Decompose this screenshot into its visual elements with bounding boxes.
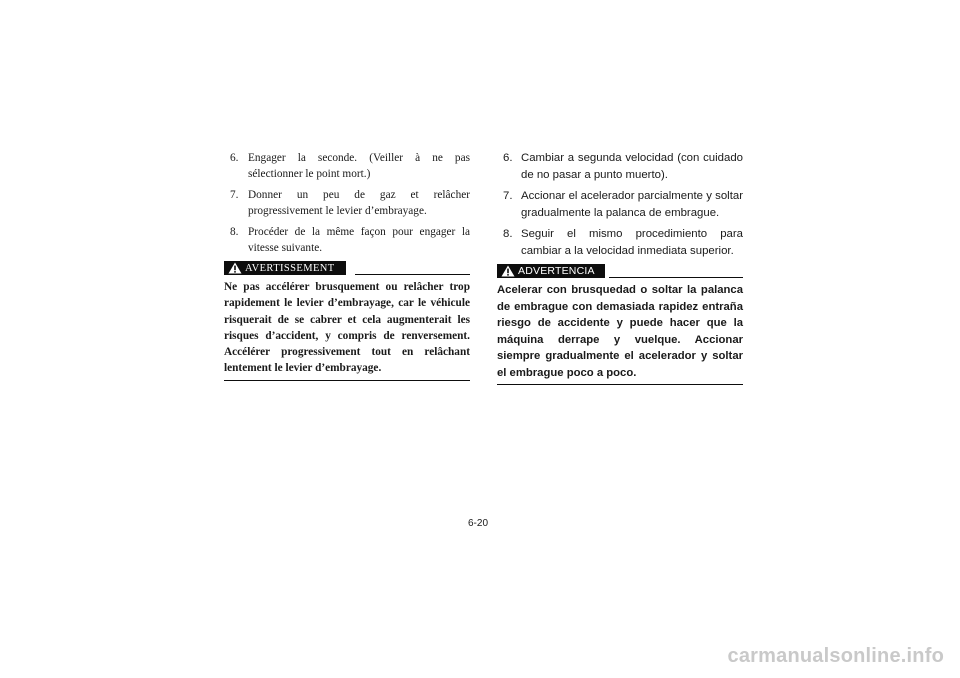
- warning-badge: [224, 261, 346, 275]
- spanish-steps-list: [497, 150, 743, 259]
- watermark: carmanualsonline.info: [727, 645, 944, 667]
- warning-triangle-icon: [228, 262, 242, 274]
- step-number: 8.: [503, 228, 513, 240]
- step-text: Engager la seconde. (Veiller à ne pas sélectionner le point mort.): [248, 152, 470, 180]
- step-text: Donner un peu de gaz et relâcher progressivement le levier d’embrayage.: [248, 189, 470, 217]
- warning-triangle-icon: [501, 265, 515, 277]
- warning-text: Ne pas accélérer brusquement ou relâcher trop rapidement le levier d’embrayage, car le véhicule risquerait de se cabrer et cela augmenterait les risques d’accident, y compris de renversement. Accélérer progressivement tout en relâchant lentement le levier d’embrayage.: [224, 281, 470, 375]
- french-column: [224, 150, 470, 381]
- step-number: 7.: [230, 189, 239, 201]
- list-item: [224, 150, 470, 182]
- list-item: [224, 224, 470, 256]
- warning-text: Acelerar con brusquedad o soltar la palanca de embrague con demasiada rapidez entraña riesgo de accidente y puede hacer que la máquina derrape y vuelque. Accionar siempre gradualmente el acelerador y soltar el embrague poco a poco.: [497, 284, 743, 379]
- page-number: 6-20: [468, 518, 489, 529]
- step-text: Accionar el acelerador parcialmente y soltar gradualmente la palanca de embrague.: [521, 190, 743, 219]
- step-number: 6.: [503, 152, 513, 164]
- french-steps-list: [224, 150, 470, 256]
- list-item: [224, 187, 470, 219]
- warning-label: ADVERTENCIA: [518, 265, 595, 277]
- warning-badge: [497, 264, 605, 278]
- list-item: [497, 150, 743, 183]
- step-number: 7.: [503, 190, 513, 202]
- list-item: [497, 226, 743, 259]
- spanish-warning-block: [497, 264, 743, 385]
- step-text: Cambiar a segunda velocidad (con cuidado de no pasar a punto muerto).: [521, 152, 743, 181]
- spanish-column: [497, 150, 743, 385]
- step-text: Procéder de la même façon pour engager la vitesse suivante.: [248, 226, 470, 254]
- step-text: Seguir el mismo procedimiento para cambiar a la velocidad inmediata superior.: [521, 228, 743, 257]
- warning-bottom-rule: [497, 384, 743, 385]
- french-warning-block: [224, 261, 470, 381]
- warning-header: [497, 264, 743, 279]
- warning-top-rule: [355, 274, 470, 275]
- warning-top-rule: [609, 277, 743, 278]
- warning-label: AVERTISSEMENT: [245, 262, 335, 274]
- warning-bottom-rule: [224, 380, 470, 381]
- warning-header: [224, 261, 470, 276]
- list-item: [497, 188, 743, 221]
- step-number: 8.: [230, 226, 239, 238]
- step-number: 6.: [230, 152, 239, 164]
